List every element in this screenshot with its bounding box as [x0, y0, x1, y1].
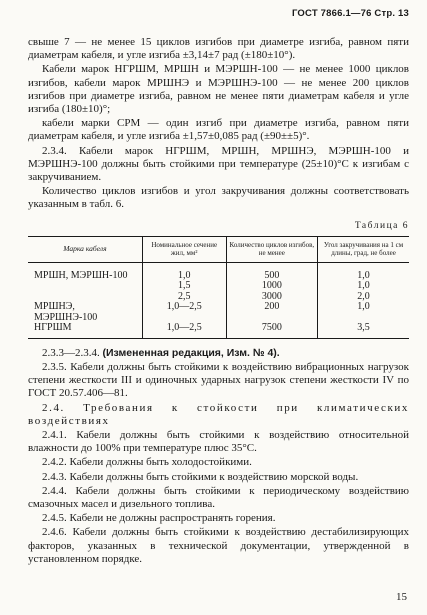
cell-angle: 1,0 [318, 302, 409, 323]
clause-2-4-1: 2.4.1. Кабели должны быть стойкими к воздействию относительной влажности до 100% при температуре плюс 35°С. [28, 429, 409, 455]
cell-cycles: 200 [226, 302, 317, 323]
clause-2-3-5: 2.3.5. Кабели должны быть стойкими к воздействию вибрационных нагрузок степени жесткости III и одиночных ударных нагрузок степени жесткости IV по ГОСТ 20.57.406—81. [28, 361, 409, 400]
cell-angle: 3,5 [318, 323, 409, 338]
cell-cycles: 500 1000 3000 [226, 262, 317, 302]
table-row [28, 302, 409, 323]
table-6 [28, 236, 409, 339]
clause-2-4-2: 2.4.2. Кабели должны быть холодостойкими. [42, 456, 252, 469]
clause-2-4-6: 2.4.6. Кабели должны быть стойкими к воздействию дестабилизирующих факторов, указанных в технической документации, утвержденной в установленном порядке. [28, 526, 409, 565]
cell-mark: МРШН, МЭРШН-100 [34, 269, 128, 281]
clause-2-4-4: 2.4.4. Кабели должны быть стойкими к периодическому воздействию смазочных масел и дизельного топлива. [28, 484, 409, 511]
table-row [28, 323, 409, 338]
page-header: ГОСТ 7866.1—76 Стр. 13 [291, 8, 409, 19]
paragraph-marks-cycles: Кабели марок НГРШМ, МРШН и МЭРШН-100 — не менее 1000 циклов изгибов, кабели марок МРШНЭ и МЭРШНЭ-100 — не менее 200 циклов изгибов при диаметре изгиба, равном не менее пяти диаметрам кабеля и угле изгиба (180±10)°; [28, 63, 409, 116]
clause-2-4-3: 2.4.3. Кабели должны быть стойкими к воздействию морской воды. [42, 470, 359, 483]
clause-number: 2.3.3—2.3.4. [42, 346, 100, 359]
col-header-section: Номинальное сечение жил, мм² [142, 236, 226, 262]
cell-cycles: 7500 [226, 323, 317, 338]
cell-section: 1,0—2,5 [142, 302, 226, 323]
paragraph-table-ref: Количество циклов изгибов и угол закручивания должны соответствовать указанным в табл. 6. [28, 185, 409, 211]
col-header-mark: Марка кабеля [28, 236, 142, 262]
clause-2-3-3 [28, 347, 409, 360]
paragraph-bend-cycles: свыше 7 — не менее 15 циклов изгибов при диаметре изгиба, равном пяти диаметрам кабеля, и угле изгиба ±3,14±7 рад (±180±10°). [28, 36, 409, 62]
col-header-cycles: Количество циклов изгибов, не менее [226, 236, 317, 262]
amendment-note: (Измененная редакция, Изм. № 4). [102, 346, 280, 359]
table-row [28, 262, 409, 302]
col-header-angle: Угол закручивания на 1 см длины, град, не более [318, 236, 409, 262]
page-number: 15 [396, 591, 407, 603]
cell-mark: НГРШМ [28, 323, 142, 338]
clause-2-3-4: 2.3.4. Кабели марок НГРШМ, МРШН, МРШНЭ, МЭРШН-100 и МЭРШНЭ-100 должны быть стойкими при температуре (25±10)°С к изгибам с закручиванием. [28, 144, 409, 184]
paragraph-srm: кабели марки СРМ — один изгиб при диаметре изгиба, равном пяти диаметрам кабеля, и угле изгиба ±1,57±0,085 рад (±90±±5)°. [28, 117, 409, 143]
cell-mark: МРШНЭ, МЭРШНЭ-100 [34, 301, 98, 323]
clause-2-4-5: 2.4.5. Кабели не должны распространять горения. [42, 512, 276, 525]
section-heading-2-4: 2.4. Требования к стойкости при климатических воздействиях [28, 401, 409, 427]
cell-angle: 1,0 1,0 2,0 [318, 262, 409, 302]
table-caption: Таблица 6 [354, 220, 409, 231]
cell-section: 1,0—2,5 [142, 323, 226, 338]
page-body [28, 36, 409, 567]
cell-section: 1,0 1,5 2,5 [142, 262, 226, 302]
